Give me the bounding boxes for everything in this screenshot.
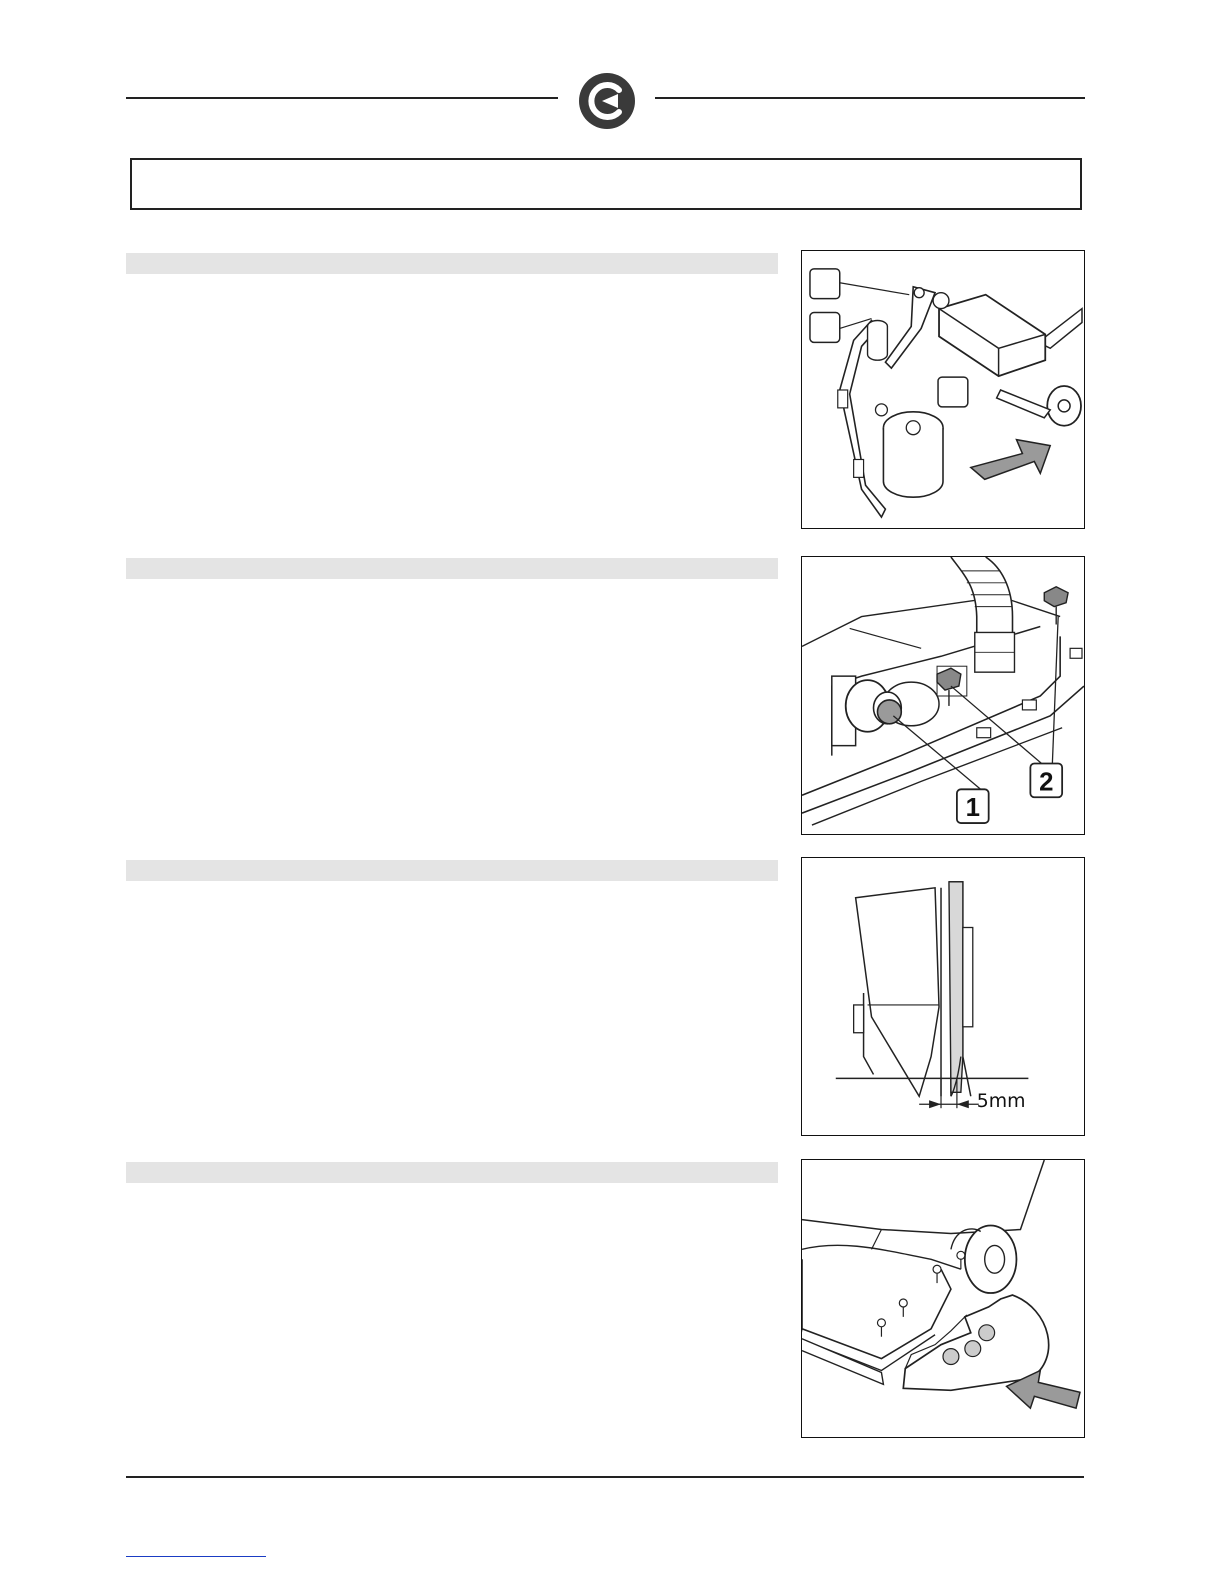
knob-2b-icon <box>1044 587 1068 607</box>
brand-logo-icon <box>578 72 636 130</box>
footer-rule <box>126 1476 1084 1478</box>
header-rule-left <box>126 97 558 99</box>
section-heading-bar-1 <box>126 253 778 274</box>
knob-2-icon <box>937 668 961 690</box>
figure-brush-guard <box>801 1159 1085 1438</box>
dimension-label: 5mm <box>976 1090 1026 1113</box>
direction-arrow-icon <box>971 440 1050 480</box>
section-heading-bar-4 <box>126 1162 778 1183</box>
section-heading-bar-2 <box>126 558 778 579</box>
callout-box-1 <box>810 269 840 299</box>
callout-box-2 <box>810 313 840 343</box>
figure-blade-clearance <box>801 857 1085 1136</box>
header-rule-right <box>655 97 1085 99</box>
section-heading-bar-3 <box>126 860 778 881</box>
title-box <box>130 158 1082 210</box>
footer-link-underline[interactable] <box>126 1556 266 1557</box>
callout-label-2: 2 <box>1039 768 1054 797</box>
callout-label-1: 1 <box>965 794 980 823</box>
figure-squeegee-assembly <box>801 250 1085 529</box>
figure-squeegee-knobs <box>801 556 1085 835</box>
callout-box-3 <box>938 377 968 407</box>
